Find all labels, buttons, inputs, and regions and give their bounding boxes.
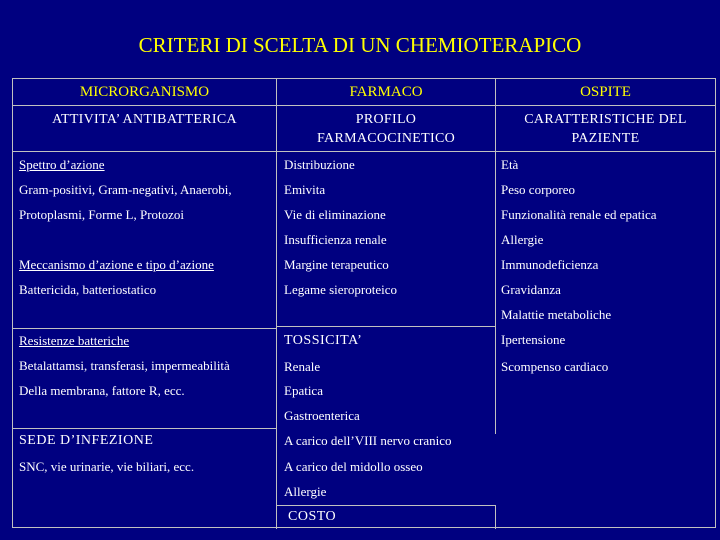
emivita: Emivita <box>284 182 326 197</box>
immunodeficienza: Immunodeficienza <box>501 257 599 272</box>
meccanismo-row-1: Battericida, batteriostatico <box>19 282 157 297</box>
tossicita-viii-nervo: A carico dell’VIII nervo cranico <box>284 433 452 448</box>
header-divider <box>13 105 715 106</box>
criteria-table <box>12 78 716 528</box>
subheader-profilo-line2: FARMACOCINETICO <box>316 131 456 146</box>
header-farmaco: FARMACO <box>349 84 423 100</box>
costo-right-border <box>495 505 496 529</box>
sede-divider <box>13 428 277 429</box>
allergie-paziente: Allergie <box>501 232 544 247</box>
subheader-divider <box>13 151 715 152</box>
meccanismo-label: Meccanismo d’azione e tipo d’azione <box>19 257 214 272</box>
sede-row-1: SNC, vie urinarie, vie biliari, ecc. <box>19 459 195 474</box>
resistenze-divider <box>13 328 277 329</box>
eta: Età <box>501 157 519 172</box>
tossicita-gastroenterica: Gastroenterica <box>284 408 360 423</box>
tossicita-label: TOSSICITA’ <box>284 333 363 348</box>
resistenze-row-2: Della membrana, fattore R, ecc. <box>19 383 185 398</box>
legame-sieroproteico: Legame sieroproteico <box>284 282 397 297</box>
gravidanza: Gravidanza <box>501 282 561 297</box>
vie-eliminazione: Vie di eliminazione <box>284 207 386 222</box>
tossicita-epatica: Epatica <box>284 383 323 398</box>
spettro-row-1: Gram-positivi, Gram-negativi, Anaerobi, <box>19 182 232 197</box>
spettro-row-2: Protoplasmi, Forme L, Protozoi <box>19 207 185 222</box>
subheader-profilo <box>277 110 495 148</box>
page-title: CRITERI DI SCELTA DI UN CHEMIOTERAPICO <box>138 33 582 57</box>
header-ospite: OSPITE <box>580 84 631 100</box>
funzionalita-renale: Funzionalità renale ed epatica <box>501 207 657 222</box>
tossicita-allergie: Allergie <box>284 484 327 499</box>
malattie-metaboliche: Malattie metaboliche <box>501 307 612 322</box>
ipertensione: Ipertensione <box>501 332 566 347</box>
tossicita-divider <box>277 326 496 327</box>
distribuzione: Distribuzione <box>284 157 355 172</box>
tossicita-midollo: A carico del midollo osseo <box>284 459 423 474</box>
subheader-attivita: ATTIVITA’ ANTIBATTERICA <box>52 112 237 127</box>
costo-divider <box>277 505 495 506</box>
subheader-caratteristiche-line2: PAZIENTE <box>571 131 640 146</box>
header-microrganismo: MICRORGANISMO <box>79 84 210 100</box>
resistenze-label: Resistenze batteriche <box>19 333 130 348</box>
costo-label: COSTO <box>288 509 337 524</box>
subheader-caratteristiche-line1: CARATTERISTICHE DEL <box>524 112 687 127</box>
margine-terapeutico: Margine terapeutico <box>284 257 389 272</box>
subheader-caratteristiche <box>496 110 715 148</box>
tossicita-renale: Renale <box>284 359 321 374</box>
subheader-profilo-line1: PROFILO <box>355 112 417 127</box>
scompenso-cardiaco: Scompenso cardiaco <box>501 359 609 374</box>
spettro-label: Spettro d’azione <box>19 157 105 172</box>
insufficienza-renale: Insufficienza renale <box>284 232 387 247</box>
resistenze-row-1: Betalattamsi, transferasi, impermeabilità <box>19 358 230 373</box>
peso-corporeo: Peso corporeo <box>501 182 576 197</box>
sede-label: SEDE D’INFEZIONE <box>19 433 154 448</box>
